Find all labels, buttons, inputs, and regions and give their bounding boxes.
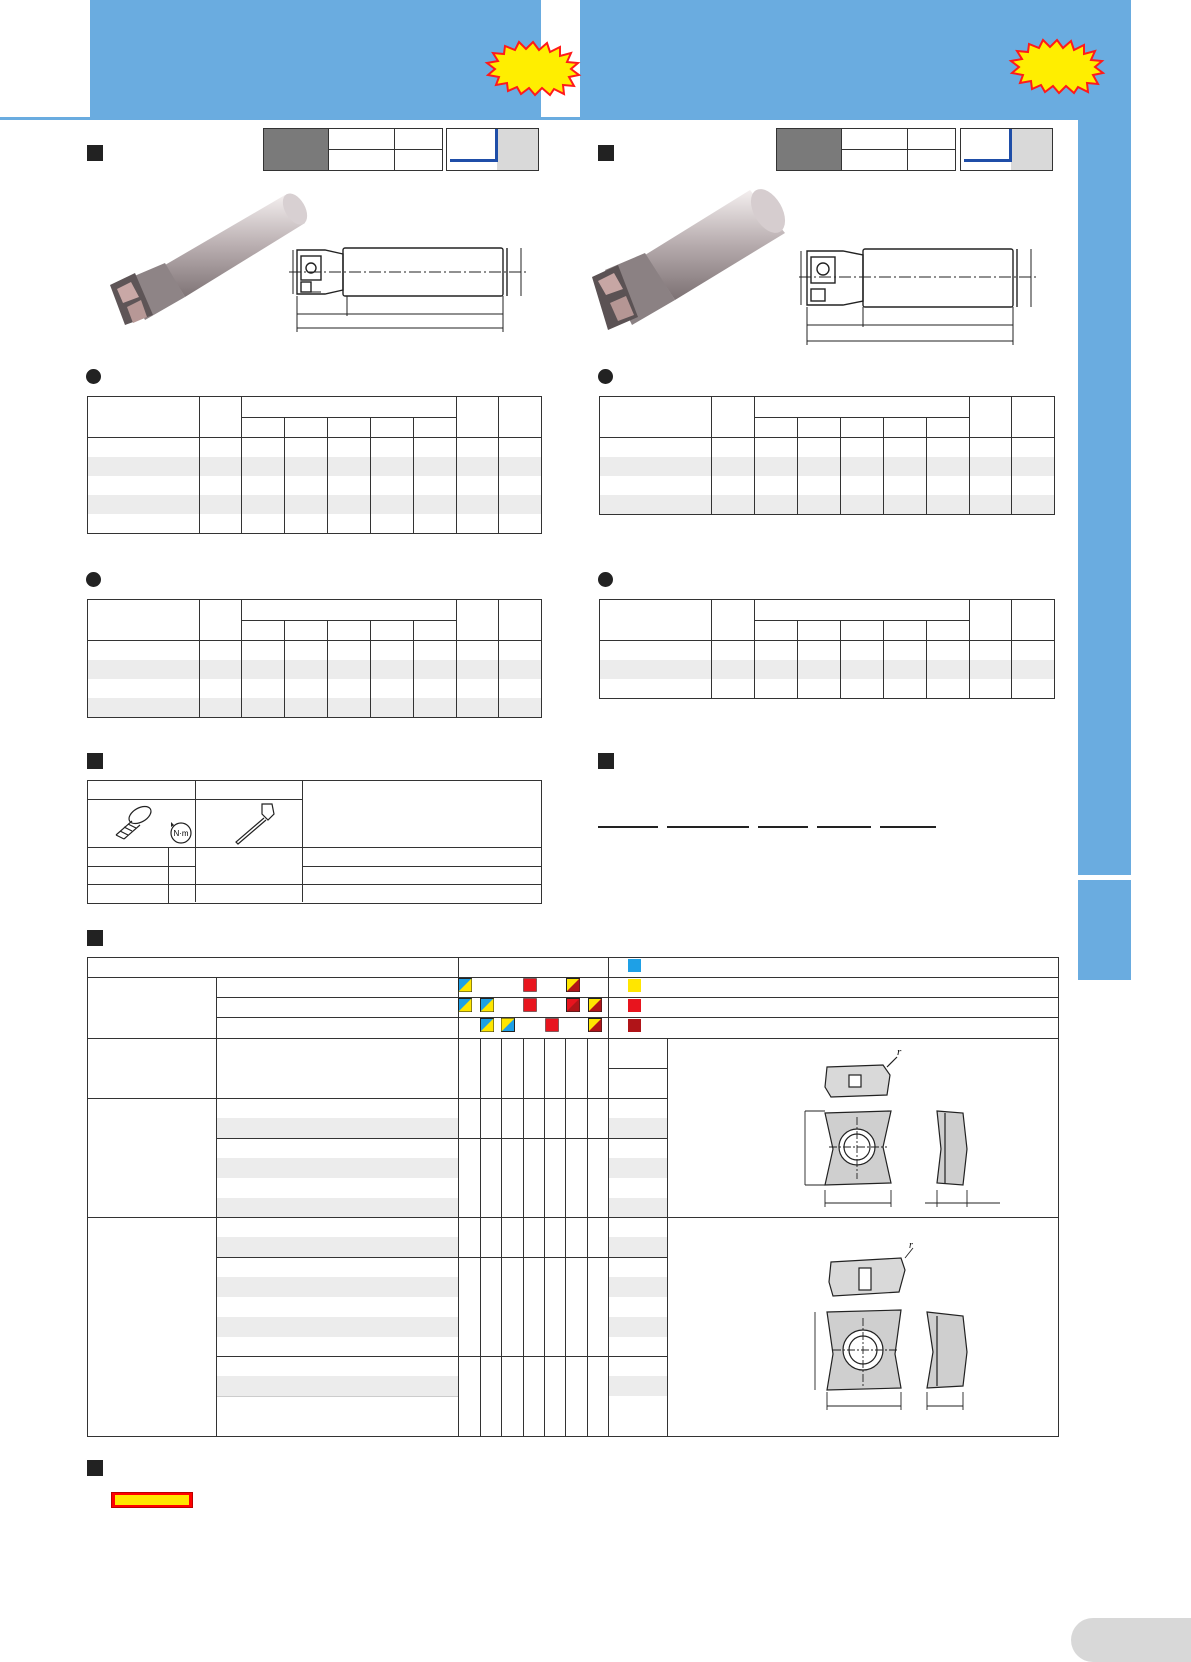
side-tab-upper[interactable] <box>1078 120 1131 875</box>
legend-darkred-swatch <box>628 1019 641 1032</box>
table-row <box>600 641 1055 661</box>
corner-angle-box-right <box>960 128 1053 171</box>
grade-yellow-red-icon <box>588 1018 602 1032</box>
grade-yellow-red-icon <box>566 978 580 992</box>
legend-red-swatch <box>628 999 641 1012</box>
formula-underline-1 <box>598 826 658 828</box>
section-marker-inserts <box>87 930 103 946</box>
svg-text:N·m: N·m <box>173 829 189 838</box>
header-band-left <box>90 0 541 119</box>
page-number-tab[interactable] <box>1071 1618 1191 1662</box>
torque-icon <box>168 820 194 846</box>
new-starburst-left <box>485 40 581 95</box>
spec-box-left <box>263 128 443 171</box>
screw-icon <box>108 805 158 841</box>
formula-underline-4 <box>817 826 871 828</box>
bullet-table1-left <box>86 369 101 384</box>
spec-box-right <box>776 128 956 171</box>
bullet-table2-left <box>86 572 101 587</box>
table-row <box>88 679 542 698</box>
formula-underline-2 <box>667 826 749 828</box>
grade-cyan-yellow-icon <box>458 978 472 992</box>
dimension-table-2-left <box>87 599 542 718</box>
grade-red-darkred-icon <box>566 998 580 1012</box>
table-row <box>88 514 542 534</box>
table-row <box>600 660 1055 679</box>
table-row <box>600 495 1055 515</box>
legend-yellow-swatch <box>628 979 641 992</box>
spare-parts-table <box>87 780 542 904</box>
dimension-table-1-left <box>87 396 542 534</box>
table-row <box>600 679 1055 699</box>
section-marker-toolholder-right <box>598 145 614 161</box>
new-legend-badge <box>111 1492 193 1508</box>
table-row <box>600 457 1055 476</box>
grade-cyan-yellow-icon <box>480 1018 494 1032</box>
table-row <box>88 660 542 679</box>
section-marker-spare-parts <box>87 753 103 769</box>
bullet-table1-right <box>598 369 613 384</box>
side-tab-lower[interactable] <box>1078 880 1131 980</box>
endmill-drawing-left <box>285 240 535 340</box>
table-row <box>88 698 542 718</box>
wrench-icon <box>232 800 278 846</box>
insert-drawing-upper <box>795 1045 1010 1210</box>
grade-cyan-yellow-icon <box>501 1018 515 1032</box>
section-marker-notes <box>87 1460 103 1476</box>
endmill-photo-left <box>105 185 315 335</box>
bullet-table2-right <box>598 572 613 587</box>
endmill-drawing-right <box>795 245 1045 350</box>
table-row <box>88 438 542 458</box>
table-row <box>88 641 542 661</box>
insert-drawing-lower <box>805 1240 980 1415</box>
dimension-table-1-right <box>599 396 1055 515</box>
svg-text:r: r <box>897 1046 902 1058</box>
table-row <box>88 476 542 495</box>
grade-cyan-yellow-icon <box>458 998 472 1012</box>
grade-red-icon <box>523 978 537 992</box>
table-row <box>600 476 1055 495</box>
endmill-photo-right <box>590 185 790 335</box>
dimension-table-2-right <box>599 599 1055 699</box>
grade-yellow-red-icon <box>588 998 602 1012</box>
table-row <box>88 457 542 476</box>
grade-red-icon <box>523 998 537 1012</box>
legend-cyan-swatch <box>628 959 641 972</box>
formula-underline-5 <box>880 826 936 828</box>
grade-cyan-yellow-icon <box>480 998 494 1012</box>
section-marker-toolholder-left <box>87 145 103 161</box>
table-row <box>88 495 542 514</box>
formula-underline-3 <box>758 826 808 828</box>
grade-red-icon <box>545 1018 559 1032</box>
table-row <box>600 438 1055 458</box>
new-starburst-right <box>1009 38 1105 93</box>
section-marker-recommended <box>598 753 614 769</box>
svg-text:r: r <box>909 1240 913 1251</box>
header-underline <box>0 117 1131 120</box>
corner-angle-box-left <box>446 128 539 171</box>
